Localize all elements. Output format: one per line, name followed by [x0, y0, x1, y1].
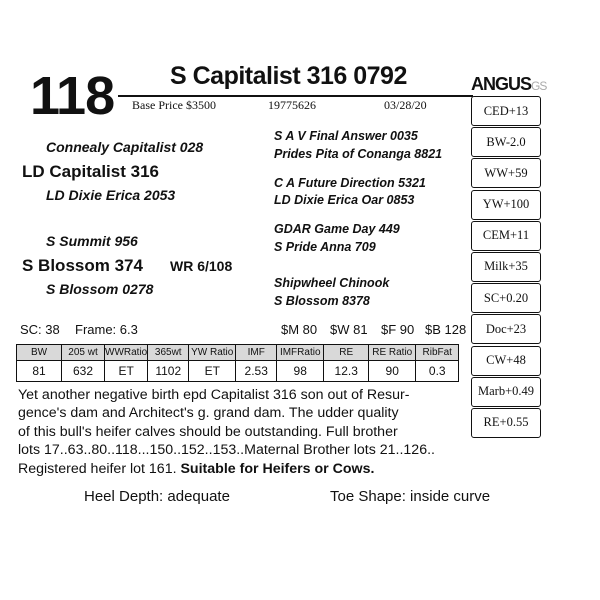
value-ywratio: ET [189, 361, 236, 382]
epd-re: RE+0.55 [471, 408, 541, 438]
suitability-note: Suitable for Heifers or Cows. [180, 460, 375, 477]
sire-dam: LD Dixie Erica 2053 [46, 187, 176, 203]
header-bw: BW [17, 345, 62, 361]
header-205wt: 205 wt [62, 345, 105, 361]
value-205wt: 632 [62, 361, 105, 382]
feedlot-index: $F 90 [381, 322, 415, 337]
sire-sire: Connealy Capitalist 028 [46, 139, 204, 155]
description-line: Registered heifer lot 161. [18, 460, 181, 477]
angus-logo-suffix: GS [531, 79, 547, 93]
bull-description [18, 386, 473, 478]
epd-cem: CEM+11 [471, 221, 541, 251]
maternal-index: $M 80 [281, 322, 318, 337]
value-imfratio: 98 [277, 361, 324, 382]
angus-logo-main: ANGUS [471, 74, 532, 94]
epd-cw: CW+48 [471, 346, 541, 376]
header-re: RE [324, 345, 369, 361]
value-ribfat: 0.3 [416, 361, 459, 382]
header-365wt: 365wt [148, 345, 189, 361]
bull-name: S Capitalist 316 0792 [170, 62, 407, 90]
dam-sire: S Summit 956 [46, 233, 138, 249]
description-line: gence's dam and Architect's g. grand dam. The udder quality [18, 405, 399, 422]
base-price: Base Price $3500 [132, 98, 216, 112]
sire: LD Capitalist 316 [22, 162, 159, 181]
weaning-ratio: WR 6/108 [170, 258, 233, 274]
title-underline [118, 95, 473, 97]
epd-marb: Marb+0.49 [471, 377, 541, 407]
header-reratio: RE Ratio [369, 345, 416, 361]
dam-dam-dam: S Blossom 8378 [274, 294, 370, 308]
header-imfratio: IMFRatio [277, 345, 324, 361]
table-value-row [17, 361, 459, 382]
description-line: lots 17..63..80..118...150..152..153..Maternal Brother lots 21..126.. [18, 442, 435, 459]
epd-sc: SC+0.20 [471, 283, 541, 313]
beef-index: $B 128 [425, 322, 467, 337]
epd-ced: CED+13 [471, 96, 541, 126]
header-ribfat: RibFat [416, 345, 459, 361]
dam: S Blossom 374 [22, 256, 143, 275]
value-365wt: 1102 [148, 361, 189, 382]
value-reratio: 90 [369, 361, 416, 382]
value-bw: 81 [17, 361, 62, 382]
dam-dam: S Blossom 0278 [46, 281, 154, 297]
weaned-calf-index: $W 81 [330, 322, 368, 337]
scrotal-circumference: SC: 38 [20, 322, 60, 337]
dam-sire-sire: GDAR Game Day 449 [274, 222, 400, 236]
header-imf: IMF [236, 345, 277, 361]
epd-doc: Doc+23 [471, 314, 541, 344]
epd-milk: Milk+35 [471, 252, 541, 282]
epd-bw: BW-2.0 [471, 127, 541, 157]
toe-shape: Toe Shape: inside curve [330, 488, 491, 505]
description-line-last [18, 460, 473, 478]
header-ywratio: YW Ratio [189, 345, 236, 361]
dam-sire-dam: S Pride Anna 709 [274, 240, 376, 254]
lot-number: 118 [30, 66, 115, 126]
epd-column [471, 96, 541, 439]
epd-ww: WW+59 [471, 158, 541, 188]
epd-yw: YW+100 [471, 190, 541, 220]
description-line: of this bull's heifer calves should be outstanding. Full brother [18, 423, 398, 440]
birth-date: 03/28/20 [384, 98, 427, 112]
performance-table [16, 344, 459, 382]
value-wwratio: ET [105, 361, 148, 382]
dam-dam-sire: Shipwheel Chinook [274, 276, 390, 290]
value-re: 12.3 [324, 361, 369, 382]
angus-logo [471, 74, 546, 95]
header-wwratio: WWRatio [105, 345, 148, 361]
value-imf: 2.53 [236, 361, 277, 382]
heel-depth: Heel Depth: adequate [84, 488, 230, 505]
table-header-row [17, 345, 459, 361]
description-line: Yet another negative birth epd Capitalist 316 son out of Resur- [18, 387, 410, 403]
sire-dam-sire: C A Future Direction 5321 [274, 176, 426, 190]
frame-score: Frame: 6.3 [75, 322, 138, 337]
sire-dam-dam: LD Dixie Erica Oar 0853 [274, 193, 415, 207]
registration-number: 19775626 [268, 98, 316, 112]
sire-sire-dam: Prides Pita of Conanga 8821 [274, 147, 443, 161]
sire-sire-sire: S A V Final Answer 0035 [274, 129, 418, 143]
